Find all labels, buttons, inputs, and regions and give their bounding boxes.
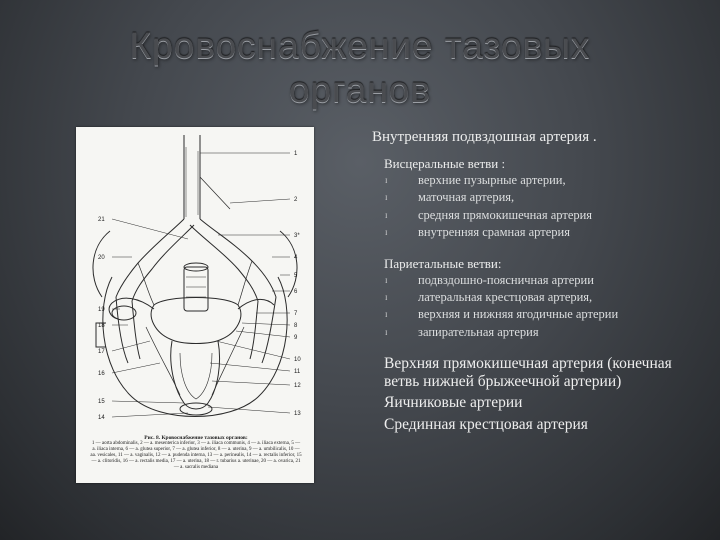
visceral-title: Висцеральные ветви : [384,156,506,171]
content-heading: Внутренняя подвздошная артерия . [372,129,597,145]
bullet-icon: ɪ [385,274,388,285]
figure-label-11: 11 [294,369,301,375]
anatomical-figure [76,127,314,483]
figure-label-2: 2 [294,197,298,203]
list-item-text: внутренняя срамная артерия [418,225,570,240]
figure-label-3: 3* [294,233,300,239]
figure-label-13: 13 [294,411,301,417]
list-item-text: латеральная крестцовая артерия, [418,290,593,305]
list-item-text: подвздошно-поясничная артерии [418,272,594,287]
figure-label-19: 19 [98,307,105,313]
figure-label-14: 14 [98,415,105,421]
figure-label-21: 21 [98,217,105,223]
iliac-left-drawing [116,219,184,297]
bullet-icon: ɪ [385,227,388,238]
figure-label-4: 4 [294,255,298,261]
list-item [384,272,672,289]
list-item [384,189,672,206]
list-item [384,207,672,224]
list-item [384,306,672,323]
superior-rectal-artery-text: Верхняя прямокишечная артерия (конечная ветвь нижней брыжеечной артерии) [384,355,672,390]
list-item-text: верхняя и нижняя ягодичные артерии [418,307,619,322]
bullet-icon: ɪ [385,326,388,337]
figure-caption [90,435,302,471]
figure-label-10: 10 [294,357,301,363]
median-sacral-artery-text: Срединная крестцовая артерия [384,415,588,433]
list-item [384,224,672,241]
caption-text: 1 — aorta abdominalis, 2 — a. mesenterica inferior, 3 — a. iliaca communis, 4 — a. iliaca externa, 5 — a. iliaca interna, 6 — a. glutea superior, 7 — a. glutea inferior, 8 — a. uterina, 9 — a. umbilicalis, 10 — aa. vesicales, 11 — a. vaginalis, 12 — a. pudenda interna, 13 — a. perinealis, 14 — a. rectalis inferior, 15 — a. clitoridis, 16 — a. rectalis media, 17 — a. uterina, 18 — r. tubarius a. uterinae, 20 — a. ovarica, 21 — a. sacralis mediana [90,441,302,470]
bullet-icon: ɪ [385,192,388,203]
ovarian-arteries-text: Яичниковые артерии [384,394,523,412]
list-item [384,289,672,306]
figure-label-20: 20 [98,255,105,261]
bullet-icon: ɪ [385,309,388,320]
pelvic-arteries-drawing [76,127,314,483]
slide-content [372,128,672,433]
figure-label-7: 7 [294,311,298,317]
list-item-text: верхние пузырные артерии, [418,173,566,187]
list-item [384,324,672,341]
title-line-2: органов [288,69,432,110]
parietal-list [384,272,672,342]
figure-label-9: 9 [294,335,298,341]
bullet-icon: ɪ [385,292,388,303]
aorta-drawing [184,135,200,219]
bullet-icon: ɪ [385,175,388,185]
figure-label-5: 5 [294,273,298,279]
figure-label-1: 1 [294,151,298,157]
iliac-right-drawing [200,219,276,297]
figure-label-8: 8 [294,323,298,329]
visceral-list [384,172,672,242]
list-item-text: средняя прямокишечная артерия [418,207,593,222]
caption-title: Рис. 8. Кровоснабжение тазовых органов: [144,435,248,441]
slide-title [0,24,720,112]
figure-label-15: 15 [98,399,105,405]
figure-label-6: 6 [294,289,298,295]
list-item-text: маточная артерия, [418,190,515,205]
title-line-1: Кровоснабжение тазовых [129,25,591,66]
list-item-text: запирательная артерия [418,324,539,339]
figure-label-16: 16 [98,371,105,377]
rectum-drawing [184,267,208,311]
figure-label-18: 18 [98,323,105,329]
list-item [384,172,672,189]
parietal-title: Париетальные ветви: [384,255,502,271]
figure-label-12: 12 [294,383,301,389]
figure-label-17: 17 [98,349,105,355]
bullet-icon: ɪ [385,209,388,220]
uterus-drawing [151,298,241,344]
